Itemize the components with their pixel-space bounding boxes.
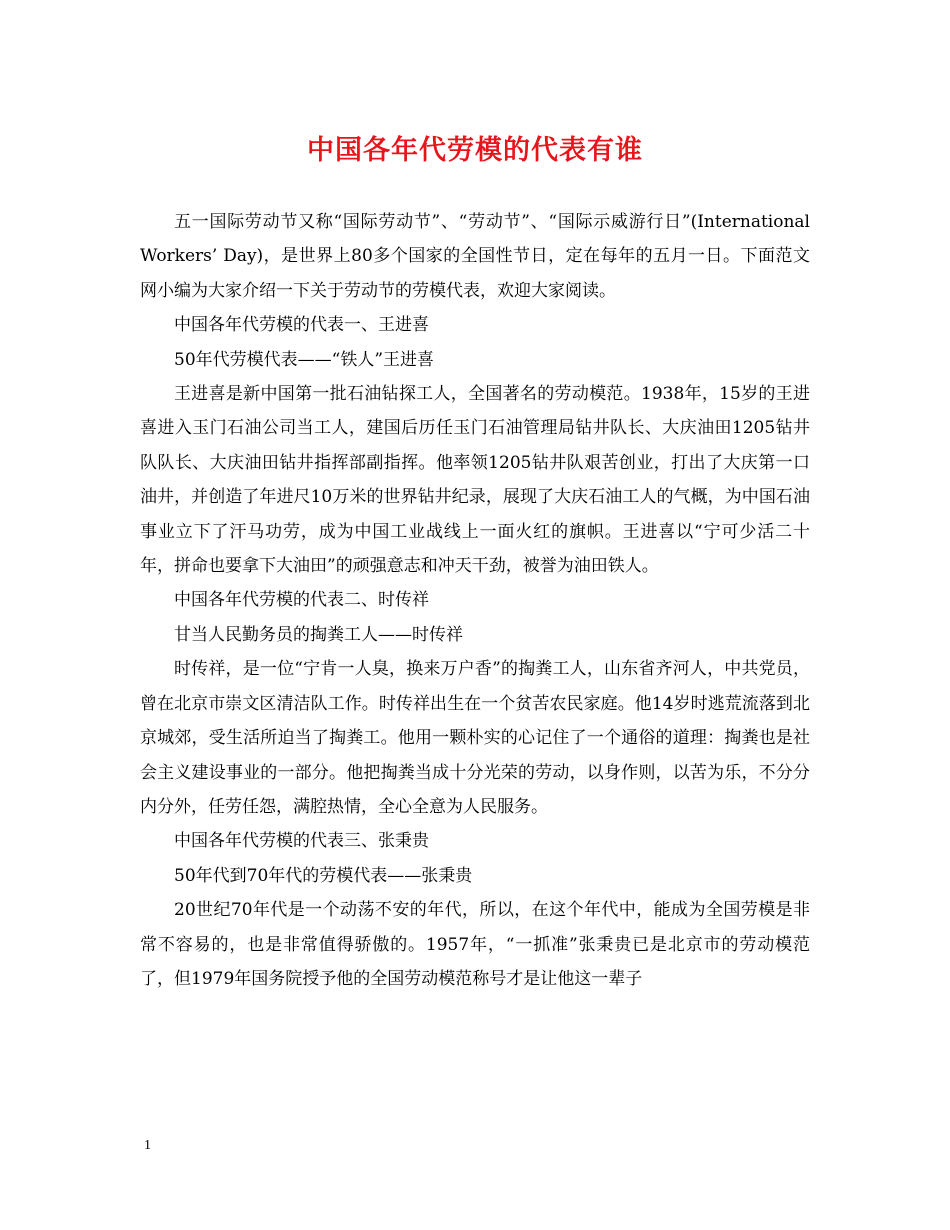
paragraph-heading-3: 中国各年代劳模的代表三、张秉贵 bbox=[174, 831, 429, 852]
document-title: 中国各年代劳模的代表有谁 bbox=[307, 135, 643, 166]
paragraph-subheading-1: 50年代劳模代表——“铁人”王进喜 bbox=[174, 349, 435, 370]
paragraph-heading-1: 中国各年代劳模的代表一、王进喜 bbox=[174, 315, 429, 336]
paragraph-zhang-binggui: 20世纪70年代是一个动荡不安的年代，所以，在这个年代中，能成为全国劳模是非常不容易的，也是非常值得骄傲的。1957年，“一抓准”张秉贵已是北京市的劳动模范了，但1979年国务院授予他的全国劳动模范称号才是让他这一辈子 bbox=[140, 900, 810, 989]
paragraph-wang-jinxi: 王进喜是新中国第一批石油钻探工人，全国著名的劳动模范。1938年，15岁的王进喜进入玉门石油公司当工人，建国后历任玉门石油管理局钻井队长、大庆油田1205钻井队队长、大庆油田钻井指挥部副指挥。他率领1205钻井队艰苦创业，打出了大庆第一口油井，并创造了年进尺10万米的世界钻井纪录，展现了大庆石油工人的气概，为中国石油事业立下了汗马功劳，成为中国工业战线上一面火红的旗帜。王进喜以“宁可少活二十年，拼命也要拿下大油田”的顽强意志和冲天干劲，被誉为油田铁人。 bbox=[140, 384, 810, 577]
paragraph-shi-chuanxiang: 时传祥，是一位“宁肯一人臭，换来万户香”的掏粪工人，山东省齐河人，中共党员，曾在北京市崇文区清洁队工作。时传祥出生在一个贫苦农民家庭。他14岁时逃荒流落到北京城郊，受生活所迫当了掏粪工。他用一颗朴实的心记住了一个通俗的道理：掏粪也是社会主义建设事业的一部分。他把掏粪当成十分光荣的劳动，以身作则，以苦为乐，不分分内分外，任劳任怨，满腔热情，全心全意为人民服务。 bbox=[140, 659, 810, 817]
paragraph-heading-2: 中国各年代劳模的代表二、时传祥 bbox=[174, 590, 429, 611]
paragraph-intro: 五一国际劳动节又称“国际劳动节”、“劳动节”、“国际示威游行日”(International Workers’ Day)，是世界上80多个国家的全国性节日，定在每年的五月一日。下面范文网小编为大家介绍一下关于劳动节的劳模代表，欢迎大家阅读。 bbox=[140, 212, 810, 301]
page-number: 1 bbox=[144, 1138, 151, 1153]
paragraph-subheading-3: 50年代到70年代的劳模代表——张秉贵 bbox=[174, 865, 473, 886]
paragraph-subheading-2: 甘当人民勤务员的掏粪工人——时传祥 bbox=[174, 624, 463, 645]
document-body bbox=[140, 205, 810, 996]
